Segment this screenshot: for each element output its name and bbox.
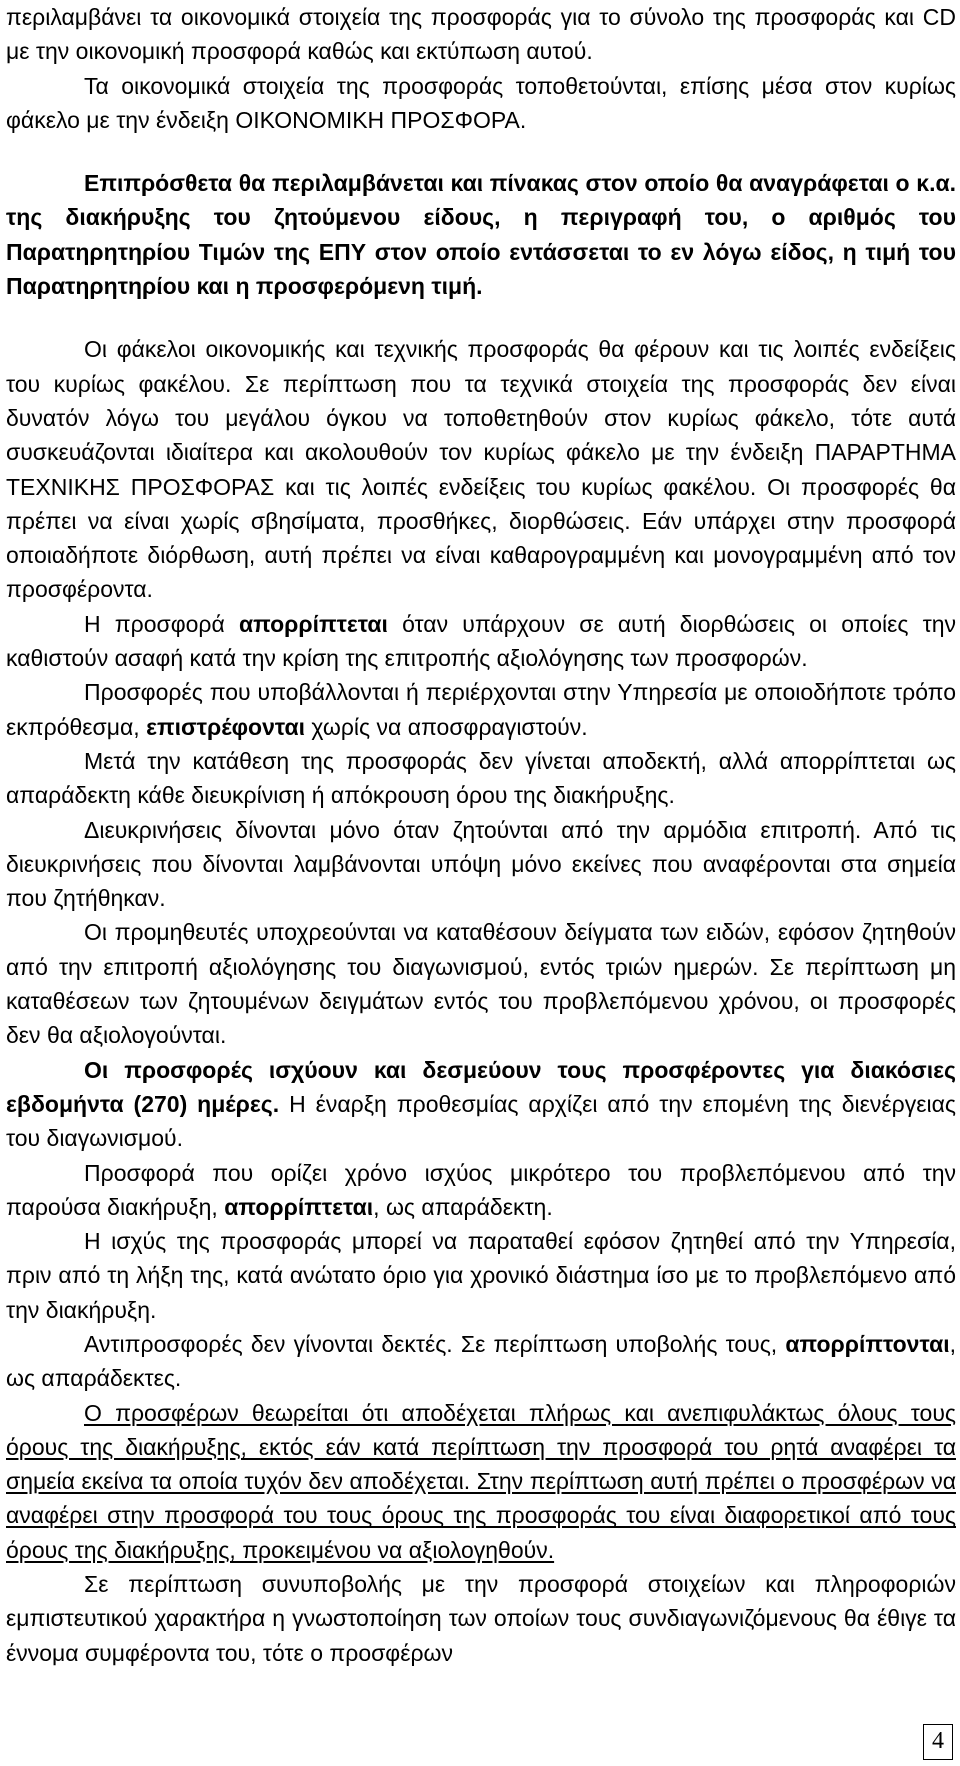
paragraph-8: [6, 813, 956, 916]
paragraph-10: [6, 1053, 956, 1156]
paragraph-5-text-a: Η προσφορά: [84, 610, 239, 637]
paragraph-11-text-a: Προσφορά που ορίζει χρόνο ισχύος μικρότερο του προβλεπόμενου από την παρούσα διακήρυξη,: [6, 1159, 956, 1220]
paragraph-4-text: Οι φάκελοι οικονομικής και τεχνικής προσφοράς θα φέρουν και τις λοιπές ενδείξεις του κυρίως φακέλου. Σε περίπτωση που τα τεχνικά στοιχεία της προσφοράς δεν είναι δυνατόν λόγω του μεγάλου όγκου να τοποθετηθούν στον κυρίως φάκελο, τότε αυτά συσκευάζονται ιδιαίτερα και ακολουθούν τον κυρίως φάκελο με την ένδειξη ΠΑΡΑΡΤΗΜΑ ΤΕΧΝΙΚΗΣ ΠΡΟΣΦΟΡΑΣ και τις λοιπές ενδείξεις του κυρίως φακέλου. Οι προσφορές θα πρέπει να είναι χωρίς σβησίματα, προσθήκες, διορθώσεις. Εάν υπάρχει στην προσφορά οποιαδήποτε διόρθωση, αυτή πρέπει να είναι καθαρογραμμένη και μονογραμμένη από τον προσφέροντα.: [6, 336, 956, 603]
page-number-box: [923, 1724, 953, 1760]
paragraph-5-text-b: όταν υπάρχουν σε αυτή διορθώσεις οι οποίες την καθιστούν ασαφή κατά την κρίση της επιτροπής αξιολόγησης των προσφορών.: [6, 610, 956, 672]
paragraph-13: [6, 1327, 956, 1396]
paragraph-11: [6, 1156, 956, 1225]
paragraph-3-bold-text: Επιπρόσθετα θα περιλαμβάνεται και πίνακας στον οποίο θα αναγράφεται ο κ.α. της διακήρυξης του ζητούμενου είδους, η περιγραφή του, ο αριθμός του Παρατηρητηρίου Τιμών της ΕΠΥ στον οποίο εντάσσεται το εν λόγω είδος, η τιμή του Παρατηρητηρίου και η προσφερόμενη τιμή.: [6, 170, 956, 300]
paragraph-6-text-a: Προσφορές που υποβάλλονται ή περιέρχονται στην Υπηρεσία με οποιοδήποτε τρόπο εκπρόθεσμα,: [6, 679, 956, 740]
paragraph-14-underlined-text: Ο προσφέρων θεωρείται ότι αποδέχεται πλήρως και ανεπιφυλάκτως όλους τους όρους της διακήρυξης, εκτός εάν κατά περίπτωση την προσφορά του ρητά αναφέρει τα σημεία εκείνα τα οποία τυχόν δεν αποδέχεται. Στην περίπτωση αυτή πρέπει ο προσφέρων να αναφέρει στην προσφορά του τους όρους της προσφοράς του είναι διαφορετικοί από τους όρους της διακήρυξης, προκειμένου να αξιολογηθούν.: [6, 1399, 956, 1563]
paragraph-13-bold: απορρίπτονται: [785, 1330, 950, 1357]
paragraph-5-bold: απορρίπτεται: [238, 610, 388, 637]
paragraph-6-bold: επιστρέφονται: [146, 713, 306, 740]
paragraph-13-text-a: Αντιπροσφορές δεν γίνονται δεκτές. Σε περίπτωση υποβολής τους,: [84, 1330, 786, 1357]
page-number: 4: [932, 1728, 944, 1754]
paragraph-13-text-b: , ως απαράδεκτες.: [6, 1330, 956, 1392]
paragraph-8-text: Διευκρινήσεις δίνονται μόνο όταν ζητούνται από την αρμόδια επιτροπή. Από τις διευκρινήσεις που δίνονται λαμβάνονται υπόψη μόνο εκείνες που αναφέρονται στα σημεία που ζητήθηκαν.: [6, 816, 956, 912]
paragraph-10-text: Η έναρξη προθεσμίας αρχίζει από την επομένη της διενέργειας του διαγωνισμού.: [6, 1090, 956, 1152]
paragraph-7-text: Μετά την κατάθεση της προσφοράς δεν γίνεται αποδεκτή, αλλά απορρίπτεται ως απαράδεκτη κάθε διευκρίνιση ή απόκρουση όρου της διακήρυξης.: [6, 747, 956, 809]
paragraph-2: [6, 69, 956, 138]
document-page: [6, 0, 956, 1670]
paragraph-11-bold: απορρίπτεται: [224, 1193, 374, 1220]
paragraph-4: [6, 332, 956, 606]
paragraph-10-bold: Οι προσφορές ισχύουν και δεσμεύουν τους προσφέροντες για διακόσιες εβδομήντα (270) ημέρες.: [6, 1056, 956, 1117]
paragraph-14: [6, 1396, 956, 1567]
paragraph-6: [6, 675, 956, 744]
paragraph-1-text: περιλαμβάνει τα οικονομικά στοιχεία της προσφοράς για το σύνολο της προσφοράς και CD με την οικονομική προσφορά καθώς και εκτύπωση αυτού.: [6, 4, 956, 65]
paragraph-9-text: Οι προμηθευτές υποχρεούνται να καταθέσουν δείγματα των ειδών, εφόσον ζητηθούν από την επιτροπή αξιολόγησης του διαγωνισμού, εντός τριών ημερών. Σε περίπτωση μη καταθέσεων των ζητουμένων δειγμάτων εντός του προβλεπόμενου χρόνου, οι προσφορές δεν θα αξιολογούνται.: [6, 919, 956, 1049]
paragraph-2-text: Τα οικονομικά στοιχεία της προσφοράς τοποθετούνται, επίσης μέσα στον κυρίως φάκελο με την ένδειξη ΟΙΚΟΝΟΜΙΚΗ ΠΡΟΣΦΟΡΑ.: [6, 72, 956, 133]
paragraph-6-text-b: χωρίς να αποσφραγιστούν.: [305, 713, 588, 740]
paragraph-7: [6, 744, 956, 813]
paragraph-15-text: Σε περίπτωση συνυποβολής με την προσφορά στοιχείων και πληροφοριών εμπιστευτικού χαρακτήρα η γνωστοποίηση των οποίων τους συνδιαγωνιζόμενους θα έθιγε τα έννομα συμφέροντα του, τότε ο προσφέρων: [6, 1571, 956, 1666]
paragraph-12-text: Η ισχύς της προσφοράς μπορεί να παραταθεί εφόσον ζητηθεί από την Υπηρεσία, πριν από τη λήξη της, κατά ανώτατο όριο για χρονικό διάστημα ίσο με το προβλεπόμενο από την διακήρυξη.: [6, 1228, 956, 1323]
paragraph-5: [6, 607, 956, 676]
paragraph-9: [6, 915, 956, 1052]
paragraph-11-text-b: , ως απαράδεκτη.: [373, 1193, 553, 1220]
paragraph-1: [6, 0, 956, 69]
paragraph-15: [6, 1567, 956, 1670]
paragraph-3: [6, 166, 956, 303]
paragraph-12: [6, 1224, 956, 1327]
